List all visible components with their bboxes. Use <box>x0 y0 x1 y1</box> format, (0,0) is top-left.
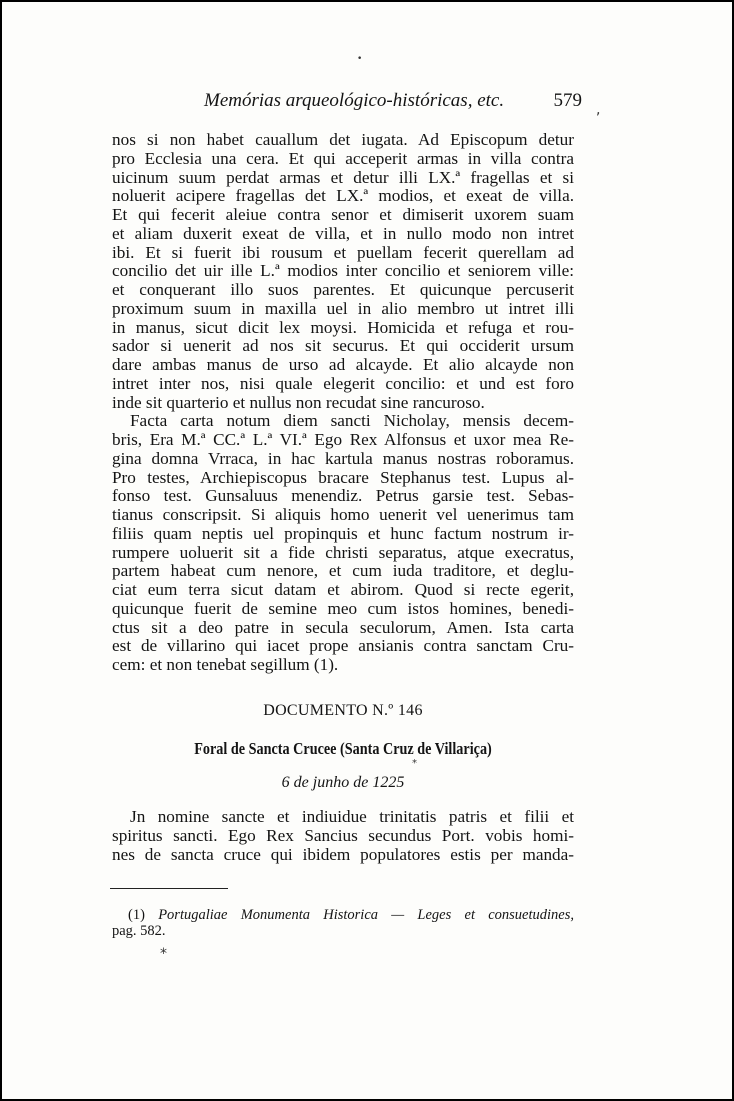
text-line: quicunque fuerit de semine meo cum istos homines, benedi- <box>112 598 574 618</box>
text-line: uicinum suum perdat armas et detur illi LX.ª fragellas et si <box>112 167 574 187</box>
text-line: Facta carta notum diem sancti Nicholay, mensis decem- <box>130 411 574 431</box>
footnote-source: Portugaliae Monumenta Historica — Leges et consuetudines, <box>158 907 575 923</box>
footnote-divider <box>110 888 228 889</box>
text-line: Pro testes, Archiepiscopus bracare Stephanus test. Lupus al- <box>112 467 574 487</box>
running-title: Memórias arqueológico-históricas, etc. <box>204 90 505 111</box>
text-line: est de villarino qui iacet prope ansianis contra sanctam Cru- <box>112 636 574 656</box>
text-line: pro Ecclesia una cera. Et qui acceperit armas in villa contra <box>112 148 574 168</box>
foral-text <box>112 808 574 864</box>
text-line: ibi. Et si fuerit ibi rousum et puellam fecerit querellam ad <box>112 242 574 262</box>
text-line: spiritus sancti. Ego Rex Sancius secundus Port. vobis homi- <box>112 825 574 845</box>
asterisk-mark: * <box>412 758 417 769</box>
text-line: tianus conscripsit. Si aliquis homo uenerit vel uenerimus tam <box>112 505 574 524</box>
text-line: bris, Era M.ª CC.ª L.ª VI.ª Ego Rex Alfonsus et uxor mea Re- <box>112 430 574 449</box>
text-line: Et qui fecerit aleiue contra senor et dimiserit uxorem suam <box>112 205 574 224</box>
text-line: partem habeat cum nenore, et cum iuda traditore, et deglu- <box>112 561 574 581</box>
text-line: ciat eum terra sicut datam et abirom. Quod si recte egerit, <box>112 580 574 599</box>
text-line: in manus, sicut dicit lex moysi. Homicida et refuga et rou- <box>112 317 574 337</box>
text-line: ctus sit a deo patre in secula seculorum, Amen. Ista carta <box>112 617 574 637</box>
text-line: gina domna Vrraca, in hac kartula manus nostras roboramus. <box>112 448 574 468</box>
text-line: fonso test. Gunsaluus menendiz. Petrus garsie test. Sebas- <box>112 486 574 506</box>
document-date: 6 de junho de 1225 <box>281 774 405 791</box>
document-number-heading: DOCUMENTO N.º 146 <box>263 702 423 719</box>
text-line: noluerit acipere fragellas det LX.ª modios, et exeat de villa. <box>112 186 574 206</box>
text-line: inde sit quarterio et nullus non recudat sine rancuroso. <box>112 392 485 412</box>
footnote-marker: (1) <box>128 907 145 923</box>
text-line: nes de sancta cruce qui ibidem populatores estis per manda- <box>112 844 574 864</box>
asterisk-mark: * <box>160 946 167 962</box>
ink-speck: • <box>357 54 363 64</box>
stray-mark: , <box>596 102 601 118</box>
text-line: concilio det uir ille L.ª modios inter concilio et seniorem ville: <box>112 261 574 281</box>
text-line: rumpere uoluerit sit a fide christi separatus, atque execratus, <box>112 542 574 562</box>
text-line: proximum suum in maxilla uel in alio membro ut intret illi <box>112 298 574 318</box>
document-title: Foral de Sancta Crucee (Santa Cruz de Villariça) <box>194 739 492 758</box>
text-line: filiis quam neptis uel propinquis et hunc factum nostrum ir- <box>112 523 574 543</box>
text-line: intret inter nos, nisi quale elegerit concilio: et und est foro <box>112 373 574 393</box>
footnote-line <box>112 907 574 923</box>
text-line: et conquerant illo suos parentes. Et quicunque percuserit <box>112 280 574 299</box>
footnote-page-ref: pag. 582. <box>112 923 166 939</box>
text-line: cem: et non tenebat segillum (1). <box>112 655 339 674</box>
text-line: et aliam duxerit exeat de villa, et in nullo modo non intret <box>112 223 574 243</box>
page-number: 579 <box>553 90 582 111</box>
charter-text <box>112 131 574 675</box>
text-line: dare ambas manus de urso ad alcayde. Et alio alcayde non <box>112 355 574 374</box>
text-line: Jn nomine sancte et indiuidue trinitatis patris et filii et <box>130 807 574 826</box>
text-line: nos si non habet cauallum det iugata. Ad Episcopum detur <box>112 130 574 149</box>
text-line: sador si uenerit ad nos sit securus. Et qui occiderit ursum <box>112 336 574 356</box>
footnote <box>112 907 574 939</box>
